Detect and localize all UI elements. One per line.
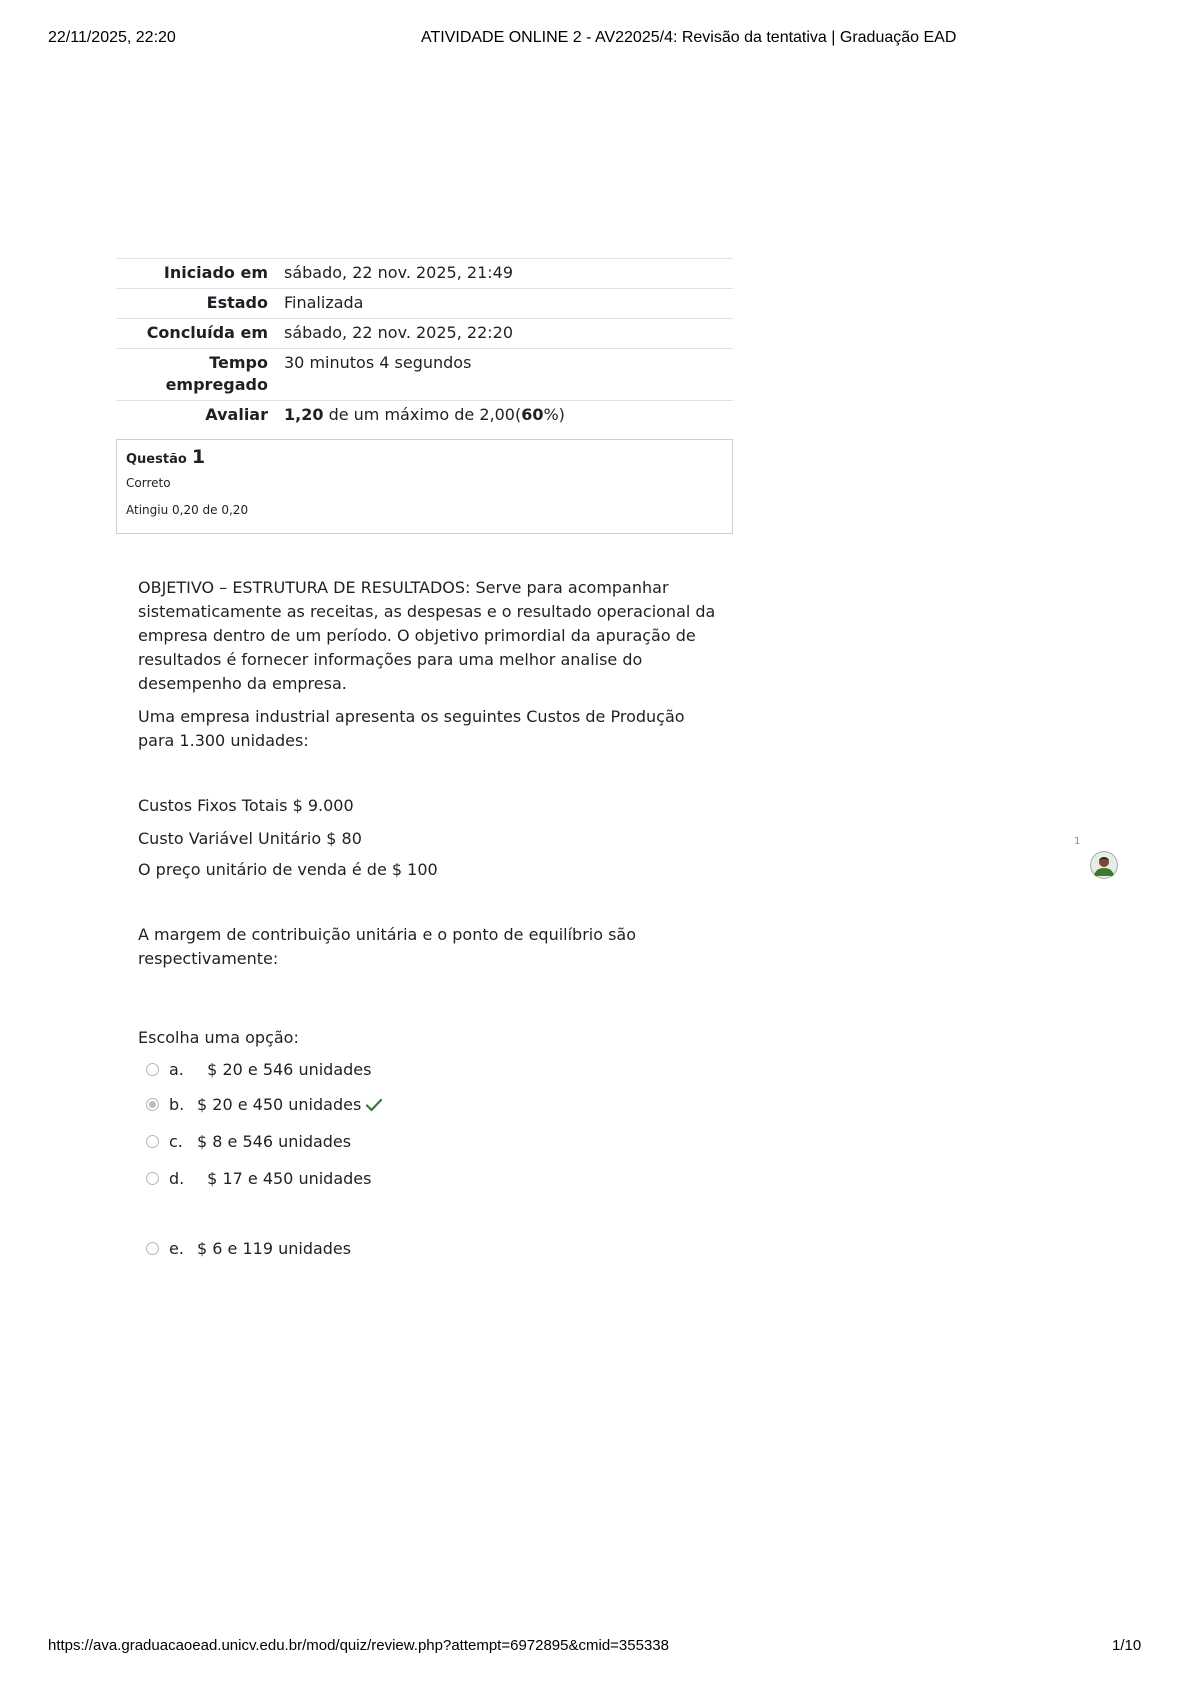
summary-value: sábado, 22 nov. 2025, 21:49: [276, 259, 733, 289]
answer-option-e[interactable]: [146, 1239, 351, 1258]
summary-value: Finalizada: [276, 289, 733, 319]
grade-score: 1,20: [284, 405, 324, 424]
print-footer-url: https://ava.graduacaoead.unicv.edu.br/mod/quiz/review.php?attempt=6972895&cmid=355338: [48, 1637, 669, 1654]
avatar-image: [1090, 851, 1118, 879]
summary-label: Concluída em: [116, 319, 276, 349]
grade-percent: 60: [521, 405, 544, 424]
answer-letter: a.: [169, 1060, 184, 1079]
radio-button[interactable]: [146, 1135, 159, 1148]
question-paragraph: Custo Variável Unitário $ 80: [138, 829, 362, 848]
question-paragraph: Custos Fixos Totais $ 9.000: [138, 796, 354, 815]
question-paragraph: Uma empresa industrial apresenta os seguintes Custos de Produção para 1.300 unidades:: [138, 707, 685, 750]
question-grade: Atingiu 0,20 de 0,20: [126, 503, 249, 517]
summary-label: Iniciado em: [116, 259, 276, 289]
summary-label: Tempo empregado: [116, 349, 276, 401]
print-header-title: ATIVIDADE ONLINE 2 - AV22025/4: Revisão da tentativa | Graduação EAD: [421, 29, 957, 46]
attempt-summary-table: [116, 258, 733, 430]
summary-label: Estado: [116, 289, 276, 319]
question-number: 1: [191, 446, 206, 468]
radio-button[interactable]: [146, 1063, 159, 1076]
question-paragraph: O preço unitário de venda é de $ 100: [138, 860, 438, 879]
question-paragraph: OBJETIVO – ESTRUTURA DE RESULTADOS: Serve para acompanhar sistematicamente as receitas, as despesas e o resultado operacional da empresa dentro de um período. O objetivo primordial da apuração de resultados é fornecer informações para uma melhor analise do desempenho da empresa.: [138, 578, 716, 693]
user-avatar-icon[interactable]: [1090, 851, 1118, 879]
answer-option-a[interactable]: [146, 1060, 371, 1079]
summary-row-grade: [116, 401, 733, 431]
summary-row-started: [116, 259, 733, 289]
print-footer-page: 1/10: [1112, 1637, 1142, 1654]
answer-text: $ 8 e 546 unidades: [197, 1132, 352, 1151]
answer-letter: b.: [169, 1095, 185, 1114]
answer-option-b[interactable]: [146, 1095, 383, 1114]
side-question-number: 1: [1074, 836, 1081, 847]
question-paragraph: A margem de contribuição unitária e o ponto de equilíbrio são respectivamente:: [138, 925, 637, 968]
answer-prompt: Escolha uma opção:: [138, 1028, 299, 1047]
radio-button[interactable]: [146, 1172, 159, 1185]
answer-option-d[interactable]: [146, 1169, 371, 1188]
summary-value: sábado, 22 nov. 2025, 22:20: [276, 319, 733, 349]
answer-letter: d.: [169, 1169, 185, 1188]
summary-row-completed: [116, 319, 733, 349]
radio-button[interactable]: [146, 1242, 159, 1255]
print-header-datetime: 22/11/2025, 22:20: [48, 29, 176, 46]
summary-label: Avaliar: [116, 401, 276, 431]
answer-letter: e.: [169, 1239, 184, 1258]
answer-text: $ 17 e 450 unidades: [197, 1169, 372, 1188]
question-info-box: [116, 439, 733, 534]
summary-value: [276, 401, 733, 431]
answer-letter: c.: [169, 1132, 183, 1151]
answer-option-c[interactable]: [146, 1132, 351, 1151]
grade-suffix: %): [543, 405, 565, 424]
summary-row-time: [116, 349, 733, 401]
question-state: Correto: [126, 476, 171, 490]
answer-text: $ 20 e 450 unidades: [197, 1095, 362, 1114]
grade-text: de um máximo de 2,00(: [323, 405, 522, 424]
radio-button-selected[interactable]: [146, 1098, 159, 1111]
question-heading: [126, 446, 723, 468]
answer-text: $ 6 e 119 unidades: [197, 1239, 352, 1258]
correct-check-icon: [365, 1098, 383, 1112]
question-label: Questão: [126, 452, 187, 467]
question-text: [138, 576, 718, 1050]
summary-value: 30 minutos 4 segundos: [276, 349, 733, 401]
answer-text: $ 20 e 546 unidades: [197, 1060, 372, 1079]
summary-row-state: [116, 289, 733, 319]
